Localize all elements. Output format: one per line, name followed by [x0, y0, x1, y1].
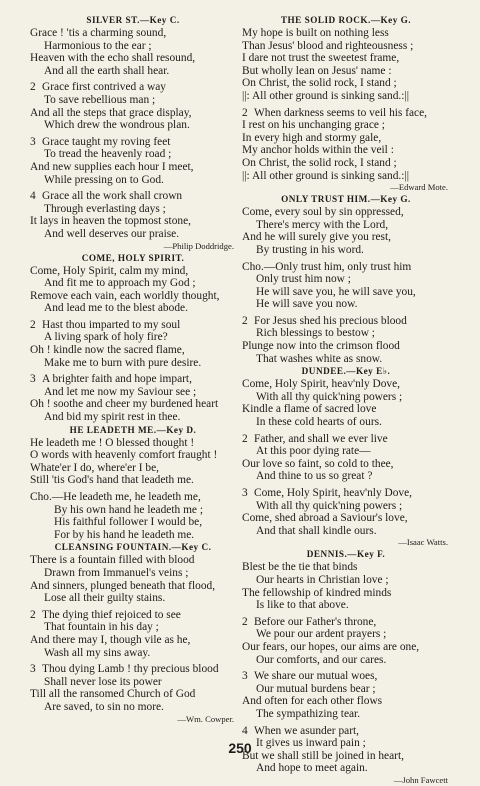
- hymn: [242, 14, 450, 193]
- line-text: With all thy quick'ning powers ;: [256, 390, 403, 403]
- line-text: There's mercy with the Lord,: [256, 218, 389, 231]
- verse-number: 2: [242, 432, 248, 445]
- hymn-line: [30, 609, 236, 622]
- line-text: His faithful follower I would be,: [54, 516, 203, 529]
- hymn-line: [242, 695, 450, 708]
- line-text: And let me now my Saviour see ;: [44, 385, 197, 398]
- line-text: Whate'er I do, where'er I be,: [30, 461, 160, 474]
- verse-number: 2: [30, 318, 36, 331]
- hymn-line: [242, 315, 450, 328]
- hymn-line: [30, 161, 236, 174]
- line-text: That fountain in his day ;: [44, 621, 159, 634]
- line-text: Grace ! 'tis a charming sound,: [30, 27, 167, 39]
- hymn-line: [30, 491, 236, 504]
- hymn-line: [242, 40, 450, 53]
- hymn-line: [30, 398, 236, 411]
- line-text: Our fears, our hopes, our aims are one,: [242, 640, 420, 653]
- line-text: And bid my spirit rest in thee.: [44, 411, 181, 424]
- hymn-line: [242, 762, 450, 775]
- hymn-line: [30, 373, 236, 386]
- hymn-line: [242, 403, 450, 416]
- line-text: Come, Holy Spirit, calm my mind,: [30, 264, 189, 277]
- hymn-line: [30, 580, 236, 593]
- hymn-line: [242, 244, 450, 257]
- hymn-line: [242, 273, 450, 286]
- line-text: Remove each vain, each worldly thought,: [30, 289, 220, 302]
- hymn-line: [242, 725, 450, 738]
- hymn-line: [30, 449, 236, 462]
- hymn-author: —Philip Doddridge.: [163, 240, 234, 251]
- hymn-line: [30, 647, 236, 660]
- line-text: When darkness seems to veil his face,: [254, 106, 428, 119]
- line-text: We share our mutual woes,: [254, 670, 378, 683]
- line-text: ||: All other ground is sinking sand.:||: [242, 169, 410, 182]
- line-text: Is like to that above.: [256, 599, 349, 612]
- line-text: And fit me to approach my God ;: [44, 277, 196, 290]
- hymn-line: [30, 567, 236, 580]
- line-text: Are saved, to sin no more.: [44, 700, 164, 713]
- line-text: And he will surely give you rest,: [242, 231, 392, 244]
- line-text: A brighter faith and hope impart,: [42, 373, 192, 386]
- hymn-line: [30, 65, 236, 78]
- hymn-line: [30, 701, 236, 714]
- page-number: 250: [228, 740, 252, 756]
- line-text: And thine to us so great ?: [256, 470, 373, 483]
- verse-number: 3: [242, 670, 248, 683]
- verse-number: 3: [30, 663, 36, 676]
- line-text: —He leadeth me, he leadeth me,: [51, 491, 201, 503]
- hymn: [30, 252, 236, 424]
- line-text: Through everlasting days ;: [44, 202, 166, 215]
- line-text: My hope is built on nothing less: [242, 27, 389, 39]
- line-text: By trusting in his word.: [256, 243, 364, 256]
- line-text: For Jesus shed his precious blood: [254, 314, 407, 327]
- hymn-line: [30, 190, 236, 203]
- line-text: Which drew the wondrous plan.: [44, 119, 190, 132]
- line-text: Our love so faint, so cold to thee,: [242, 457, 394, 470]
- hymn-line: [242, 587, 450, 600]
- line-text: He will save you now.: [256, 298, 358, 311]
- line-text: He leadeth me ! O blessed thought !: [30, 436, 195, 449]
- hymn: [242, 193, 450, 365]
- verse-number: 3: [242, 487, 248, 499]
- hymn-line: [30, 462, 236, 475]
- chorus-label: Cho.: [242, 260, 264, 273]
- line-text: When we asunder part,: [254, 724, 360, 737]
- hymn-line: [30, 203, 236, 216]
- hymn-line: [242, 416, 450, 429]
- line-text: And new supplies each hour I meet,: [30, 160, 194, 173]
- hymn-line: [242, 144, 450, 157]
- hymn-line: [242, 340, 450, 353]
- hymn-line: [242, 641, 450, 654]
- hymn-line: [30, 136, 236, 149]
- line-text: Oh ! soothe and cheer my burdened heart: [30, 398, 219, 411]
- line-text: And all the steps that grace display,: [30, 106, 192, 119]
- line-text: It gives us inward pain ;: [256, 737, 366, 750]
- verse-number: 2: [242, 615, 248, 628]
- line-text: But we shall still be joined in heart,: [242, 749, 404, 762]
- hymn-title: ONLY TRUST HIM.—Key G.: [281, 194, 411, 205]
- left-column: [30, 14, 236, 725]
- line-text: Till all the ransomed Church of God: [30, 688, 196, 701]
- hymn-line: [242, 353, 450, 366]
- line-text: A living spark of holy fire?: [44, 331, 168, 344]
- hymn-line: [30, 663, 236, 676]
- hymn-line: [30, 215, 236, 228]
- hymn-line: [242, 445, 450, 458]
- line-text: Our comforts, and our cares.: [256, 653, 387, 666]
- line-text: And that shall kindle ours.: [256, 524, 377, 537]
- hymn-line: [242, 231, 450, 244]
- hymn-author: —John Fawcett: [393, 774, 448, 785]
- hymn-line: [242, 525, 450, 538]
- hymn-line: [242, 286, 450, 299]
- hymn-line: [30, 621, 236, 634]
- line-text: Only trust him now ;: [256, 273, 351, 286]
- line-text: Thou dying Lamb ! thy precious blood: [42, 663, 219, 676]
- line-text: Shall never lose its power: [44, 675, 162, 688]
- line-text: ||: All other ground is sinking sand.:||: [242, 89, 410, 102]
- line-text: Make me to burn with pure desire.: [44, 356, 202, 369]
- hymn-title: DUNDEE.—Key E♭.: [301, 366, 391, 377]
- line-text: Grace first contrived a way: [42, 81, 166, 94]
- line-text: And well deserves our praise.: [44, 227, 180, 240]
- line-text: And often for each other flows: [242, 695, 383, 708]
- hymn-line: [30, 331, 236, 344]
- hymn-line: [30, 529, 236, 542]
- hymn-line: [242, 458, 450, 471]
- line-text: It lays in heaven the topmost stone,: [30, 215, 192, 228]
- line-text: And all the earth shall hear.: [44, 64, 170, 77]
- hymn-line: [30, 634, 236, 647]
- hymn: [30, 14, 236, 252]
- hymn-title: DENNIS.—Key F.: [306, 549, 386, 560]
- line-text: For by his hand he leadeth me.: [54, 528, 195, 541]
- hymn-line: [30, 94, 236, 107]
- line-text: Wash all my sins away.: [44, 646, 151, 659]
- hymn-author: —Edward Mote.: [390, 182, 448, 193]
- hymn-line: [30, 554, 236, 567]
- hymn-line: [30, 302, 236, 315]
- chorus-label: Cho.: [30, 491, 52, 503]
- line-text: Rich blessings to bestow ;: [256, 327, 375, 340]
- line-text: He will save you, he will save you,: [256, 285, 416, 298]
- line-text: And there may I, though vile as he,: [30, 633, 191, 646]
- hymn-line: [242, 90, 450, 103]
- hymn-line: [30, 592, 236, 605]
- line-text: Heaven with the echo shall resound,: [30, 52, 196, 65]
- hymn-line: [242, 628, 450, 641]
- line-text: On Christ, the solid rock, I stand ;: [242, 156, 397, 169]
- hymn-title: SILVER ST.—Key C.: [86, 15, 180, 25]
- hymn-line: [30, 81, 236, 94]
- line-text: Father, and shall we ever live: [254, 432, 388, 445]
- hymn-line: [30, 474, 236, 487]
- hymn-line: [30, 148, 236, 161]
- line-text: In every high and stormy gale,: [242, 131, 382, 144]
- verse-number: 2: [30, 81, 36, 94]
- line-text: Grace all the work shall crown: [42, 190, 183, 203]
- hymn-line: [242, 470, 450, 483]
- hymn-line: [242, 77, 450, 90]
- hymn-author: —Wm. Cowper.: [177, 713, 234, 724]
- hymn-line: [242, 487, 450, 500]
- hymn-line: [242, 391, 450, 404]
- verse-number: 3: [30, 135, 36, 148]
- line-text: Come, shed abroad a Saviour's love,: [242, 512, 408, 525]
- line-text: On Christ, the solid rock, I stand ;: [242, 77, 397, 90]
- line-text: The fellowship of kindred minds: [242, 586, 392, 599]
- hymn-line: [242, 433, 450, 446]
- hymn-line: [30, 290, 236, 303]
- hymn: [242, 365, 450, 548]
- line-text: Come, Holy Spirit, heav'nly Dove,: [254, 487, 413, 499]
- hymn-line: [242, 298, 450, 311]
- hymn-line: [242, 500, 450, 513]
- hymn-line: [242, 65, 450, 78]
- hymn-line: [30, 386, 236, 399]
- hymn-line: [30, 40, 236, 53]
- line-text: At this poor dying rate—: [256, 445, 371, 458]
- line-text: By his own hand he leadeth me ;: [54, 503, 203, 516]
- line-text: Hast thou imparted to my soul: [42, 318, 181, 331]
- hymn-line: [30, 676, 236, 689]
- line-text: O words with heavenly comfort fraught !: [30, 449, 218, 462]
- line-text: —Only trust him, only trust him: [263, 260, 412, 273]
- line-text: In these cold hearts of ours.: [256, 416, 382, 429]
- hymn-line: [30, 107, 236, 120]
- line-text: Grace taught my roving feet: [42, 135, 171, 148]
- verse-number: 4: [30, 190, 36, 203]
- hymn-line: [242, 378, 450, 391]
- hymn-line: [242, 327, 450, 340]
- line-text: I rest on his unchanging grace ;: [242, 119, 385, 132]
- hymn-line: [30, 174, 236, 187]
- line-text: My anchor holds within the veil :: [242, 144, 394, 157]
- verse-number: 2: [242, 314, 248, 327]
- hymn-line: [30, 357, 236, 370]
- line-text: Plunge now into the crimson flood: [242, 340, 400, 353]
- line-text: And hope to meet again.: [256, 762, 368, 775]
- hymn-line: [242, 670, 450, 683]
- line-text: While pressing on to God.: [44, 173, 164, 186]
- hymn: [30, 424, 236, 542]
- line-text: Harmonious to the ear ;: [44, 39, 152, 52]
- hymn-title: HE LEADETH ME.—Key D.: [69, 424, 197, 435]
- hymn-line: [242, 206, 450, 219]
- hymn-line: [30, 277, 236, 290]
- hymn-line: [242, 599, 450, 612]
- hymn-line: [242, 170, 450, 183]
- line-text: Than Jesus' blood and righteousness ;: [242, 39, 414, 52]
- hymn-line: [242, 132, 450, 145]
- hymn-title: CLEANSING FOUNTAIN.—Key C.: [54, 542, 212, 553]
- hymn-line: [30, 52, 236, 65]
- line-text: To save rebellious man ;: [44, 93, 156, 106]
- line-text: With all thy quick'ning powers ;: [256, 499, 403, 512]
- line-text: To tread the heavenly road ;: [44, 148, 172, 161]
- line-text: I dare not trust the sweetest frame,: [242, 52, 400, 65]
- hymn-line: [30, 516, 236, 529]
- hymn-line: [242, 119, 450, 132]
- hymn-title: COME, HOLY SPIRIT.: [81, 252, 185, 263]
- hymn-line: [242, 708, 450, 721]
- hymn-line: [30, 688, 236, 701]
- hymn-line: [242, 683, 450, 696]
- hymn-line: [30, 119, 236, 132]
- hymn-line: [30, 319, 236, 332]
- verse-number: 2: [242, 106, 248, 119]
- line-text: Oh ! kindle now the sacred flame,: [30, 344, 185, 357]
- verse-number: 2: [30, 608, 36, 621]
- hymn-title: THE SOLID ROCK.—Key G.: [280, 15, 412, 25]
- line-text: Our mutual burdens bear ;: [256, 682, 376, 695]
- line-text: We pour our ardent prayers ;: [256, 628, 387, 641]
- hymn-line: [242, 52, 450, 65]
- line-text: There is a fountain filled with blood: [30, 554, 195, 567]
- hymn-line: [242, 261, 450, 274]
- line-text: That washes white as snow.: [256, 352, 383, 365]
- line-text: And lead me to the blest abode.: [44, 302, 188, 315]
- hymn-line: [30, 411, 236, 424]
- line-text: Come, every soul by sin oppressed,: [242, 206, 404, 219]
- line-text: Lose all their guilty stains.: [44, 592, 166, 605]
- hymn-line: [30, 344, 236, 357]
- hymn-line: [242, 654, 450, 667]
- line-text: The sympathizing tear.: [256, 707, 361, 720]
- hymn-line: [30, 265, 236, 278]
- right-column: [242, 14, 450, 786]
- hymn: [30, 541, 236, 724]
- hymn-line: [242, 107, 450, 120]
- line-text: Come, Holy Spirit, heav'nly Dove,: [242, 378, 401, 391]
- hymn-line: [242, 574, 450, 587]
- hymn-line: [242, 27, 450, 40]
- verse-number: 4: [242, 724, 248, 737]
- hymn-line: [30, 437, 236, 450]
- line-text: Kindle a flame of sacred love: [242, 403, 377, 416]
- line-text: But wholly lean on Jesus' name :: [242, 64, 392, 77]
- hymn-line: [30, 228, 236, 241]
- line-text: And sinners, plunged beneath that flood,: [30, 579, 216, 592]
- hymn-line: [30, 504, 236, 517]
- hymn-line: [242, 616, 450, 629]
- hymn-line: [242, 157, 450, 170]
- line-text: Still 'tis God's hand that leadeth me.: [30, 474, 194, 487]
- verse-number: 3: [30, 373, 36, 386]
- line-text: Drawn from Immanuel's veins ;: [44, 566, 189, 579]
- line-text: Before our Father's throne,: [254, 615, 377, 628]
- line-text: The dying thief rejoiced to see: [42, 608, 181, 621]
- hymn-author: —Isaac Watts.: [398, 537, 448, 548]
- hymn-line: [242, 561, 450, 574]
- hymn-line: [30, 27, 236, 40]
- line-text: Our hearts in Christian love ;: [256, 573, 389, 586]
- hymn-line: [242, 512, 450, 525]
- hymn-line: [242, 219, 450, 232]
- line-text: Blest be the tie that binds: [242, 561, 358, 574]
